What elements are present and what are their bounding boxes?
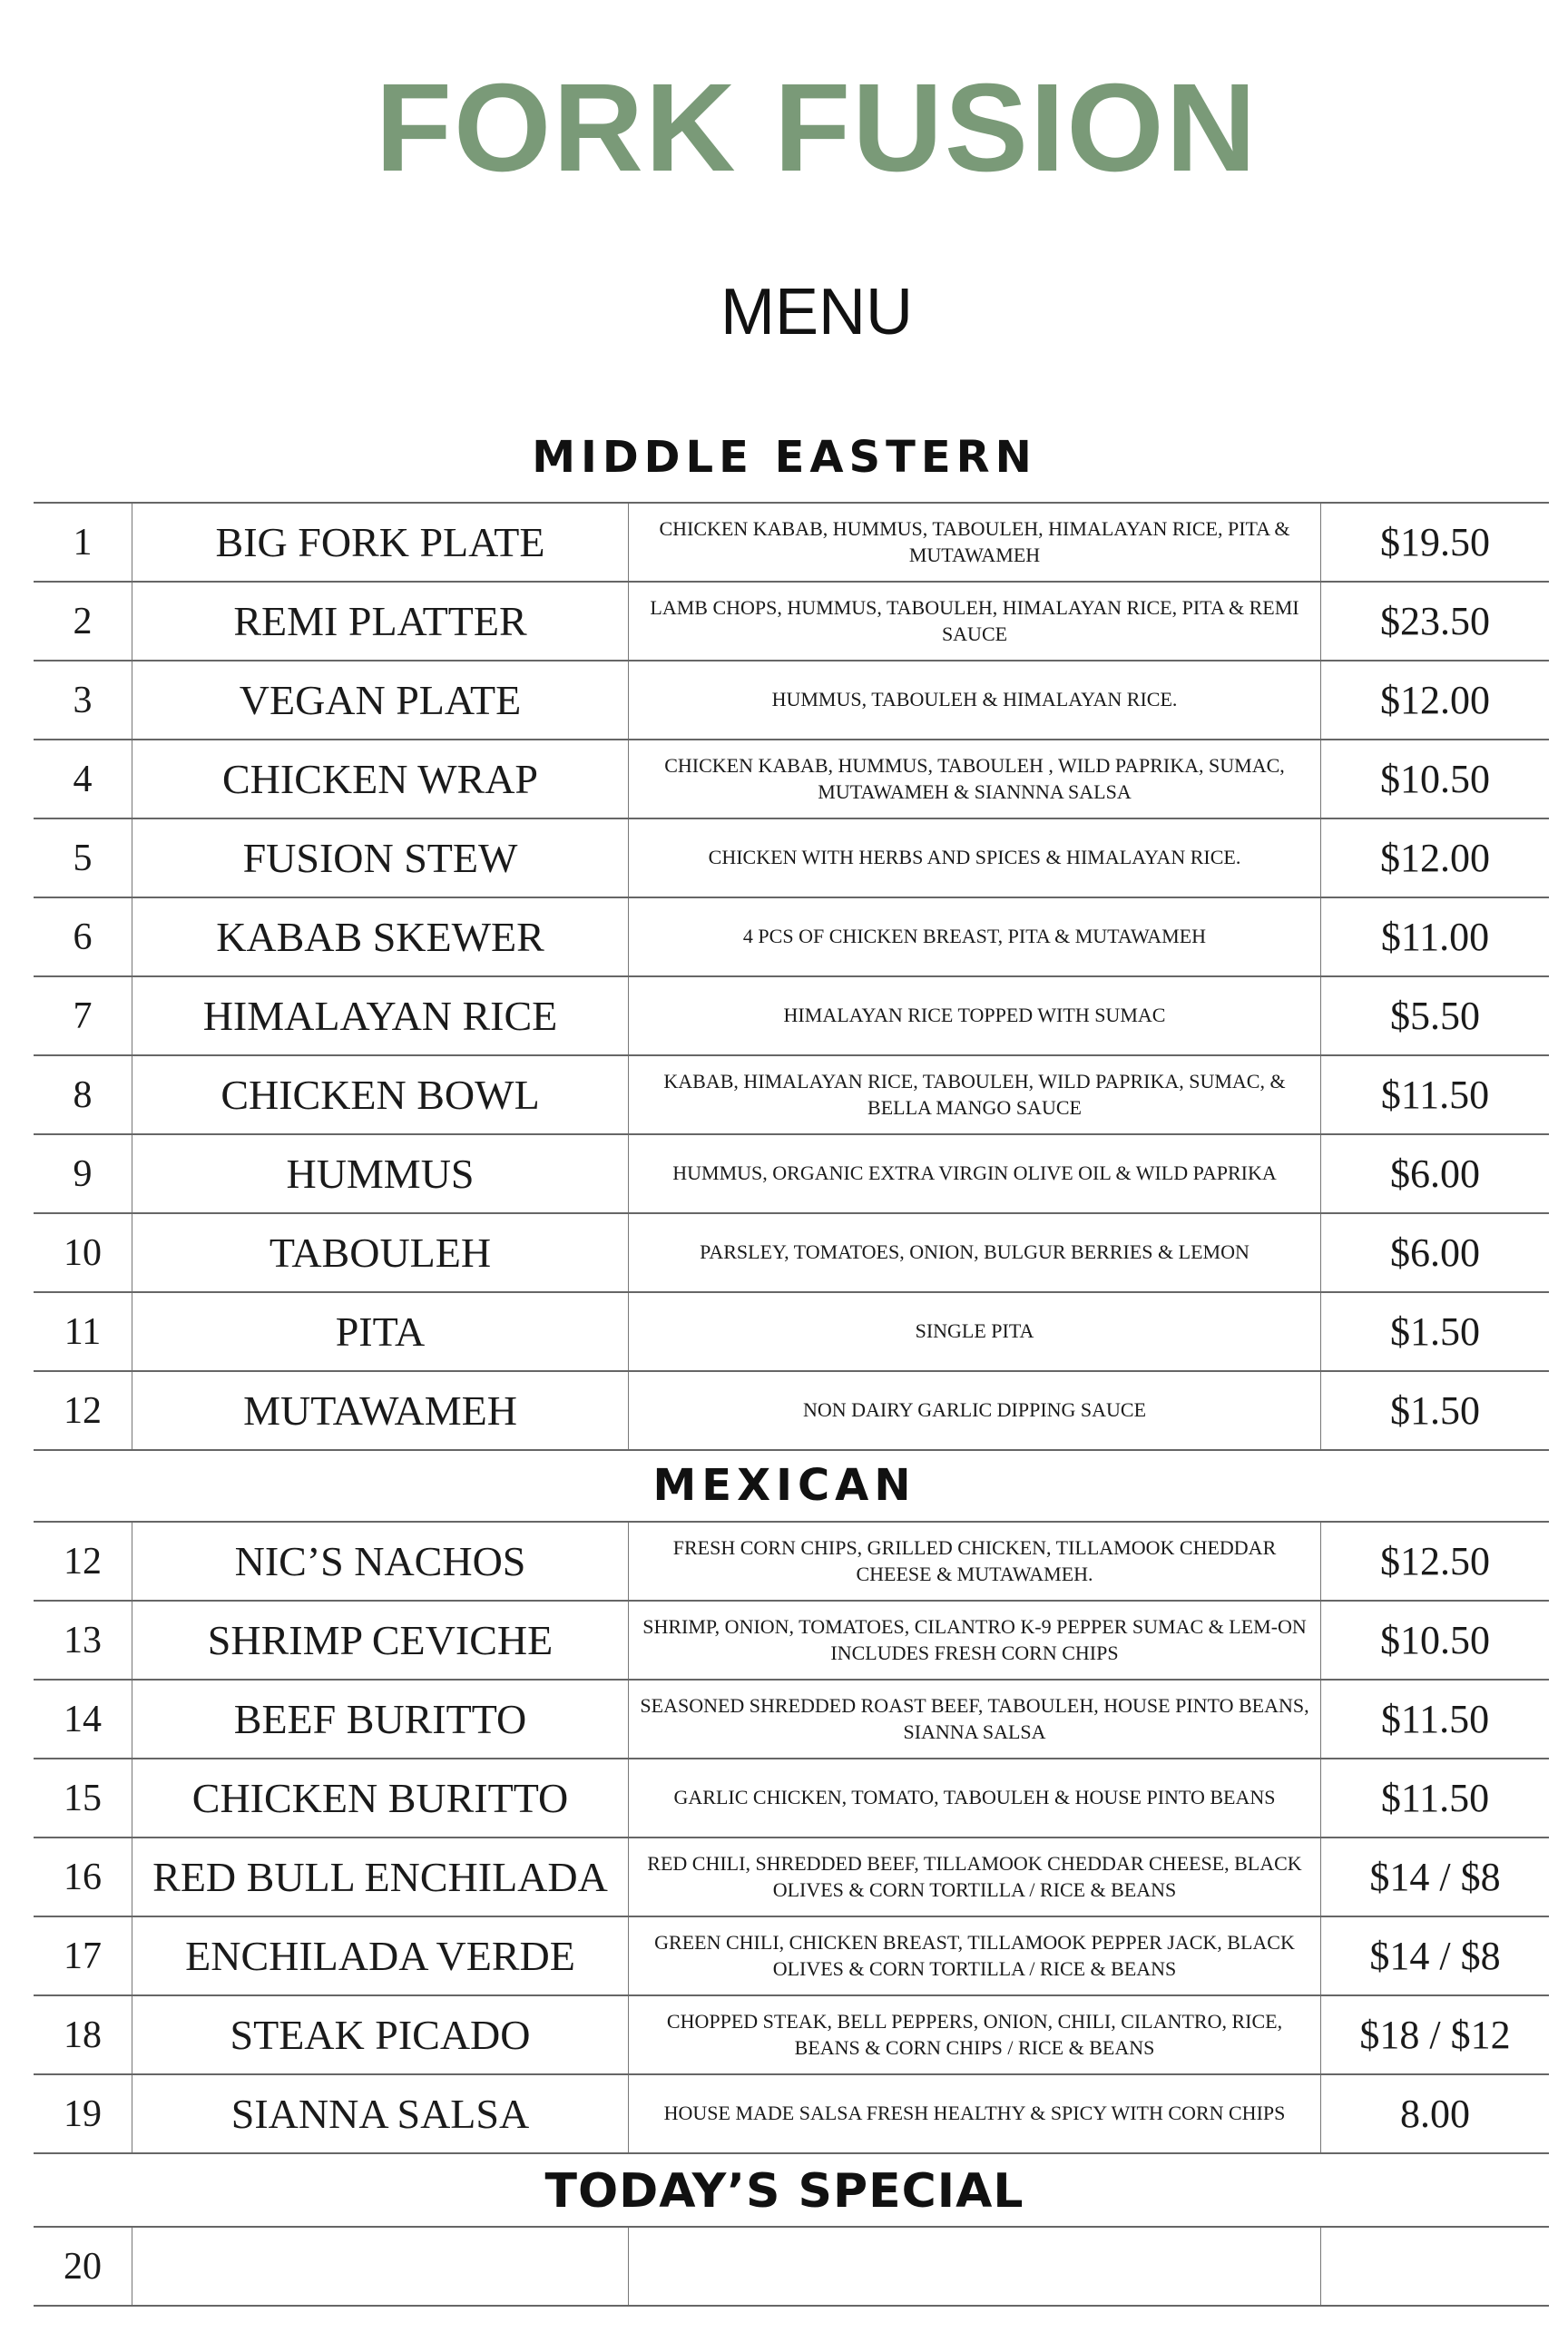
item-name: HUMMUS — [132, 1134, 629, 1213]
item-price: $12.00 — [1321, 661, 1550, 740]
restaurant-name: FORK FUSION — [375, 58, 1259, 198]
item-price: $23.50 — [1321, 582, 1550, 661]
item-number: 15 — [34, 1759, 132, 1838]
item-name: VEGAN PLATE — [132, 661, 629, 740]
item-name: HIMALAYAN RICE — [132, 976, 629, 1055]
item-number: 2 — [34, 582, 132, 661]
item-description: SHRIMP, ONION, TOMATOES, CILANTRO K-9 PEPPER SUMAC & LEM-ON INCLUDES FRESH CORN CHIPS — [629, 1601, 1321, 1680]
item-number: 11 — [34, 1292, 132, 1371]
menu-row — [34, 1759, 1549, 1838]
item-price: 8.00 — [1321, 2074, 1550, 2153]
item-price: $11.00 — [1321, 897, 1550, 976]
item-price: $11.50 — [1321, 1055, 1550, 1134]
menu-row — [34, 582, 1549, 661]
menu-row — [34, 2074, 1549, 2153]
item-price: $14 / $8 — [1321, 1838, 1550, 1916]
menu-title: MENU — [720, 276, 913, 348]
item-description: SEASONED SHREDDED ROAST BEEF, TABOULEH, HOUSE PINTO BEANS, SIANNA SALSA — [629, 1680, 1321, 1759]
menu-row — [34, 1838, 1549, 1916]
item-name: BIG FORK PLATE — [132, 503, 629, 582]
item-name: SHRIMP CEVICHE — [132, 1601, 629, 1680]
item-price: $6.00 — [1321, 1134, 1550, 1213]
menu-table-todays-special — [34, 2226, 1549, 2307]
menu-row — [34, 818, 1549, 897]
item-number: 14 — [34, 1680, 132, 1759]
item-description: HOUSE MADE SALSA FRESH HEALTHY & SPICY WITH CORN CHIPS — [629, 2074, 1321, 2153]
item-name: NIC’S NACHOS — [132, 1522, 629, 1601]
menu-row — [34, 1601, 1549, 1680]
item-price: $12.50 — [1321, 1522, 1550, 1601]
item-description: CHICKEN KABAB, HUMMUS, TABOULEH , WILD PAPRIKA, SUMAC, MUTAWAMEH & SIANNNA SALSA — [629, 740, 1321, 818]
item-price: $1.50 — [1321, 1292, 1550, 1371]
item-description: SINGLE PITA — [629, 1292, 1321, 1371]
item-number: 9 — [34, 1134, 132, 1213]
item-name: MUTAWAMEH — [132, 1371, 629, 1450]
menu-row — [34, 976, 1549, 1055]
item-number: 19 — [34, 2074, 132, 2153]
menu-row — [34, 1522, 1549, 1601]
item-price: $5.50 — [1321, 976, 1550, 1055]
item-name — [132, 2227, 629, 2306]
menu-row — [34, 1292, 1549, 1371]
item-description: GREEN CHILI, CHICKEN BREAST, TILLAMOOK PEPPER JACK, BLACK OLIVES & CORN TORTILLA / RICE & BEANS — [629, 1916, 1321, 1995]
menu-table-mexican — [34, 1521, 1549, 2154]
item-price: $10.50 — [1321, 1601, 1550, 1680]
item-name: REMI PLATTER — [132, 582, 629, 661]
item-number: 16 — [34, 1838, 132, 1916]
item-number: 3 — [34, 661, 132, 740]
item-name: TABOULEH — [132, 1213, 629, 1292]
menu-row — [34, 503, 1549, 582]
menu-row — [34, 1995, 1549, 2074]
item-description: HUMMUS, TABOULEH & HIMALAYAN RICE. — [629, 661, 1321, 740]
item-number: 10 — [34, 1213, 132, 1292]
item-number: 12 — [34, 1522, 132, 1601]
item-number: 7 — [34, 976, 132, 1055]
item-name: BEEF BURITTO — [132, 1680, 629, 1759]
section-title-todays-special: TODAY’S SPECIAL — [544, 2164, 1024, 2219]
menu-row — [34, 1371, 1549, 1450]
item-price — [1321, 2227, 1550, 2306]
item-description: KABAB, HIMALAYAN RICE, TABOULEH, WILD PAPRIKA, SUMAC, & BELLA MANGO SAUCE — [629, 1055, 1321, 1134]
item-number: 1 — [34, 503, 132, 582]
item-name: ENCHILADA VERDE — [132, 1916, 629, 1995]
item-description — [629, 2227, 1321, 2306]
menu-table-middle-eastern — [34, 502, 1549, 1451]
item-number: 17 — [34, 1916, 132, 1995]
item-name: FUSION STEW — [132, 818, 629, 897]
menu-row — [34, 897, 1549, 976]
item-description: NON DAIRY GARLIC DIPPING SAUCE — [629, 1371, 1321, 1450]
item-price: $10.50 — [1321, 740, 1550, 818]
item-description: HIMALAYAN RICE TOPPED WITH SUMAC — [629, 976, 1321, 1055]
item-name: SIANNA SALSA — [132, 2074, 629, 2153]
item-name: CHICKEN WRAP — [132, 740, 629, 818]
item-name: KABAB SKEWER — [132, 897, 629, 976]
item-number: 13 — [34, 1601, 132, 1680]
item-number: 20 — [34, 2227, 132, 2306]
item-price: $18 / $12 — [1321, 1995, 1550, 2074]
menu-row — [34, 2227, 1549, 2306]
item-description: LAMB CHOPS, HUMMUS, TABOULEH, HIMALAYAN RICE, PITA & REMI SAUCE — [629, 582, 1321, 661]
item-name: PITA — [132, 1292, 629, 1371]
section-title-middle-eastern: MIDDLE EASTERN — [532, 432, 1037, 483]
item-number: 12 — [34, 1371, 132, 1450]
item-name: RED BULL ENCHILADA — [132, 1838, 629, 1916]
item-name: CHICKEN BURITTO — [132, 1759, 629, 1838]
item-description: CHICKEN WITH HERBS AND SPICES & HIMALAYAN RICE. — [629, 818, 1321, 897]
item-number: 6 — [34, 897, 132, 976]
item-name: CHICKEN BOWL — [132, 1055, 629, 1134]
item-number: 4 — [34, 740, 132, 818]
item-price: $6.00 — [1321, 1213, 1550, 1292]
item-name: STEAK PICADO — [132, 1995, 629, 2074]
item-description: HUMMUS, ORGANIC EXTRA VIRGIN OLIVE OIL & WILD PAPRIKA — [629, 1134, 1321, 1213]
item-number: 5 — [34, 818, 132, 897]
menu-row — [34, 740, 1549, 818]
item-description: PARSLEY, TOMATOES, ONION, BULGUR BERRIES & LEMON — [629, 1213, 1321, 1292]
menu-row — [34, 1134, 1549, 1213]
item-description: 4 PCS OF CHICKEN BREAST, PITA & MUTAWAMEH — [629, 897, 1321, 976]
item-price: $12.00 — [1321, 818, 1550, 897]
item-price: $19.50 — [1321, 503, 1550, 582]
item-number: 8 — [34, 1055, 132, 1134]
item-description: CHOPPED STEAK, BELL PEPPERS, ONION, CHILI, CILANTRO, RICE, BEANS & CORN CHIPS / RICE & BEANS — [629, 1995, 1321, 2074]
menu-row — [34, 1213, 1549, 1292]
item-price: $11.50 — [1321, 1759, 1550, 1838]
menu-row — [34, 1916, 1549, 1995]
item-number: 18 — [34, 1995, 132, 2074]
section-title-mexican: MEXICAN — [652, 1460, 916, 1511]
item-price: $14 / $8 — [1321, 1916, 1550, 1995]
menu-row — [34, 661, 1549, 740]
menu-row — [34, 1680, 1549, 1759]
item-price: $11.50 — [1321, 1680, 1550, 1759]
item-description: RED CHILI, SHREDDED BEEF, TILLAMOOK CHEDDAR CHEESE, BLACK OLIVES & CORN TORTILLA / RICE & BEANS — [629, 1838, 1321, 1916]
item-price: $1.50 — [1321, 1371, 1550, 1450]
item-description: FRESH CORN CHIPS, GRILLED CHICKEN, TILLAMOOK CHEDDAR CHEESE & MUTAWAMEH. — [629, 1522, 1321, 1601]
item-description: CHICKEN KABAB, HUMMUS, TABOULEH, HIMALAYAN RICE, PITA & MUTAWAMEH — [629, 503, 1321, 582]
item-description: GARLIC CHICKEN, TOMATO, TABOULEH & HOUSE PINTO BEANS — [629, 1759, 1321, 1838]
menu-row — [34, 1055, 1549, 1134]
